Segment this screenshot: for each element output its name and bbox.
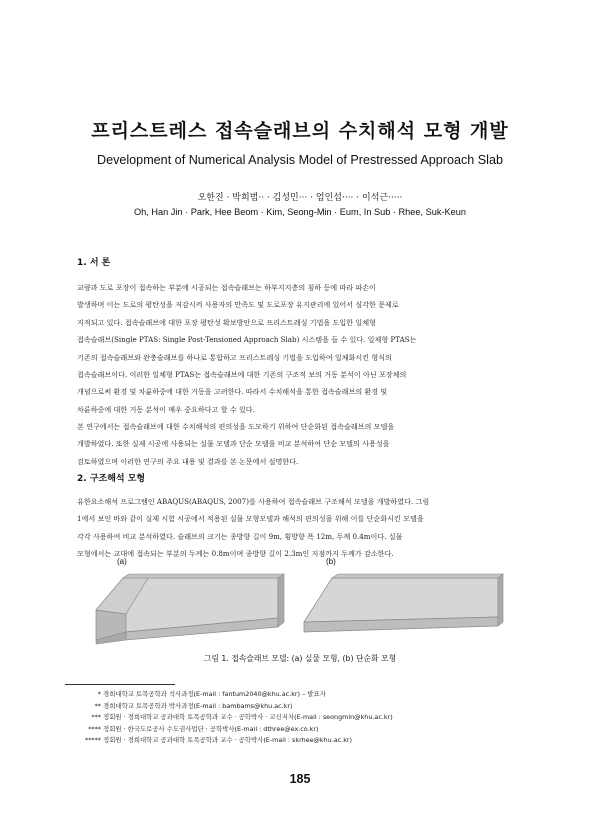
figure-label-a: (a) (117, 557, 127, 566)
paper-title-korean: 프리스트레스 접속슬래브의 수치해석 모형 개발 (91, 120, 509, 142)
footnote-mark: * (97, 690, 101, 698)
slab-full-model-figure (88, 570, 293, 645)
footnote-text: 정회원 · 경희대학교 공과대학 토목공학과 교수 · 공학박사(E-mail : skrhee@khu.ac.kr) (103, 736, 353, 745)
footnote-text: 경희대학교 토목공학과 박사과정(E-mail : bambams@khu.ac.kr) (103, 701, 293, 710)
footnote-text: 정회원 · 한국도로공사 수도권사업단 · 공학박사(E-mail : dthree@ex.co.kr) (103, 724, 319, 733)
footnote-item (75, 724, 545, 736)
footnote-item (75, 735, 545, 747)
intro-paragraph-1: 교량과 도로 포장이 접속하는 부분에 시공되는 접속슬래브는 하부지지층의 침하 등에 따라 파손이 발생하며 이는 도로의 평탄성을 저감시켜 사용자의 만족도 및 도로포장 유지관리에 있어서 심각한 문제로 지적되고 있다. 접속슬래브에 대한 포장 평탄성 확보방안으로 프리스트레싱 기법을 도입한 일체형 접속슬래브(Single PTAS: Single Post-Tensioned Approach Slab) 시스템을 들 수 있다. 일체형 PTAS는 기존의 접속슬래브와 완충슬래브를 하나로 통합하고 프리스트레싱 기법을 도입하여 일체화시킨 형식의 접속슬래브이다. 이러한 일체형 PTAS는 접속슬래브에 대한 기존의 구조적 보의 거동 분석이 아닌 포장체의 개념으로써 환경 및 차륜하중에 대한 거동을 고려한다. 따라서 수치해석을 통한 접속슬래브의 환경 및 차륜하중에 대한 거동 분석이 매우 중요하다고 할 수 있다. (77, 283, 417, 414)
footnote-text: 경희대학교 토목공학과 석사과정(E-mail : fantum2040@khu.ac.kr) – 발표자 (103, 690, 326, 698)
footnote-mark: ** (94, 701, 101, 710)
authors-korean: 오한진 · 박희범·· · 김성민··· · 엄인섭···· · 이석근····· (197, 193, 403, 203)
authors-english: Oh, Han Jin · Park, Hee Beom · Kim, Seong-Min · Eum, In Sub · Rhee, Suk-Keun (134, 207, 466, 217)
intro-paragraph-2: 본 연구에서는 접속슬래브에 대한 수치해석의 편의성을 도모하기 위하여 단순화된 접속슬래브의 모델을 개발하였다. 또한 실제 시공에 사용되는 실물 모델과 단순 모델을 비교 분석하여 단순 모델의 사용성을 검토하였으며 이러한 연구의 주요 내용 및 결과를 본 논문에서 설명한다. (77, 422, 395, 466)
paper-title-english: Development of Numerical Analysis Model of Prestressed Approach Slab (96, 153, 503, 167)
section-heading-model: 2. 구조해석 모형 (77, 474, 146, 484)
footnote-mark: *** (91, 713, 101, 722)
footnote-item (75, 712, 545, 724)
section-heading-introduction: 1. 서 론 (77, 258, 111, 268)
footnote-item (75, 689, 545, 701)
model-paragraph-1: 유한요소해석 프로그램인 ABAQUS(ABAQUS, 2007)를 사용하여 접속슬래브 구조해석 모델을 개발하였다. 그림 1에서 보인 바와 같이 실제 시험 시공에서 적용된 실물 모형모델과 해석의 편의성을 위해 이를 단순화시킨 모델을 각각 사용하여 비교 분석하였다. 슬래브의 크기는 종방향 길이 9m, 횡방향 폭 12m, 두께 0.4m이다. 실물 모형에서는 교대에 접속되는 부분의 두께는 0.8m이며 종방향 길이 2.3m인 지점까지 두께가 감소한다. (77, 497, 430, 559)
figure-label-b: (b) (326, 557, 336, 566)
footnote-text: 정회원 · 경희대학교 공과대학 토목공학과 교수 · 공학박사 · 교신저자(E-mail : seongmin@khu.ac.kr) (103, 713, 393, 722)
footnote-item (75, 701, 545, 713)
footnote-divider (65, 684, 175, 685)
slab-simplified-model-figure (298, 570, 508, 645)
footnote-mark: ***** (85, 736, 101, 745)
footnotes (75, 689, 545, 747)
page-number: 185 (289, 772, 311, 786)
footnote-mark: **** (88, 724, 101, 733)
figure-caption: 그림 1. 접속슬래브 모델: (a) 실물 모형, (b) 단순화 모형 (203, 654, 397, 663)
